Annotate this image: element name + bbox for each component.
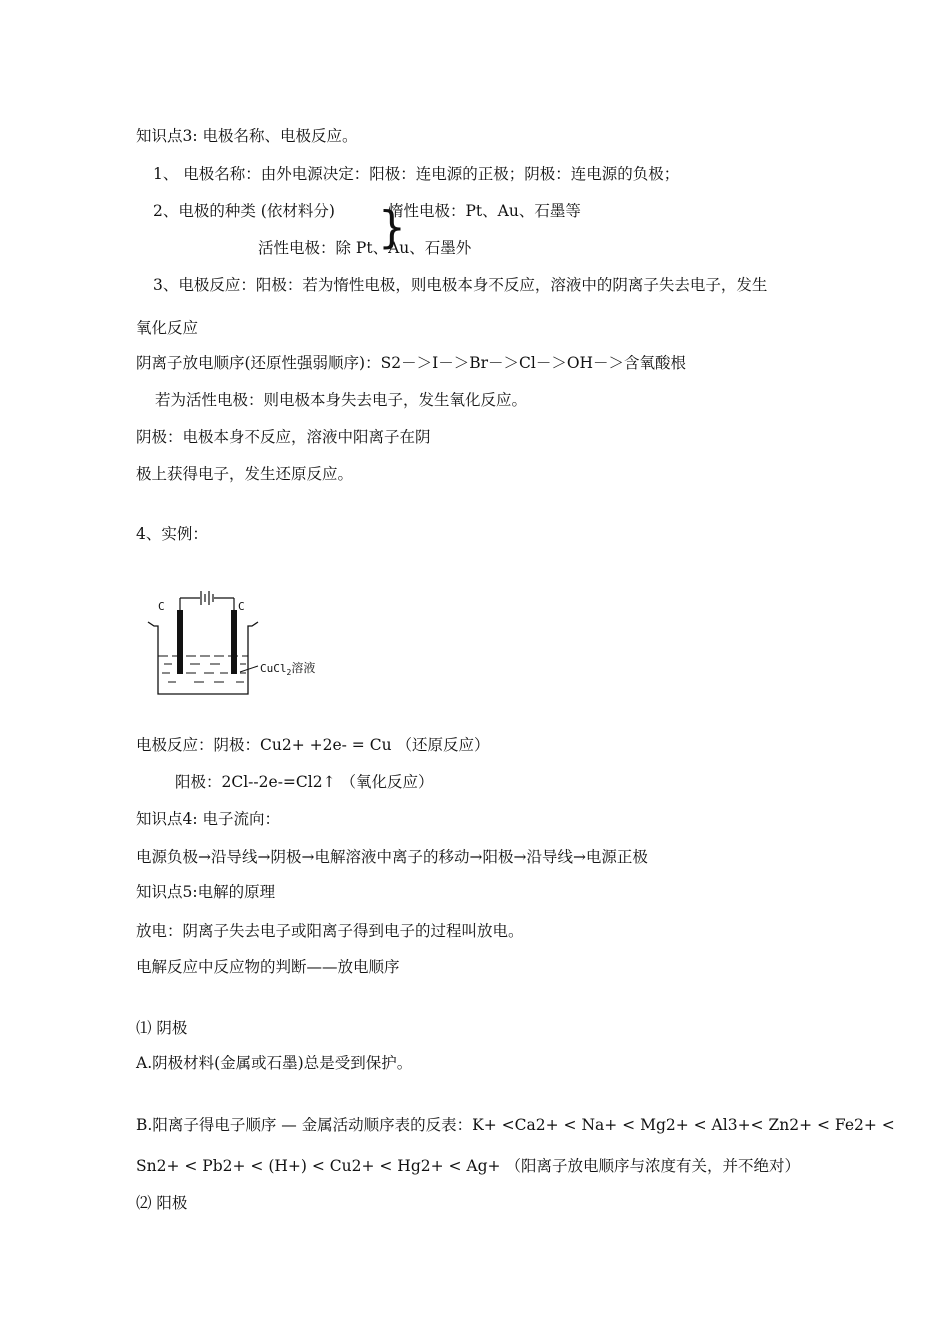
text-active-electrode: 活性电极：除 Pt、Au、石墨外 bbox=[258, 239, 472, 257]
text-active-anode: 若为活性电极：则电极本身失去电子，发生氧化反应。 bbox=[155, 391, 528, 409]
heading-anode: ⑵ 阳极 bbox=[136, 1194, 188, 1212]
text-anion-order: 阴离子放电顺序(还原性强弱顺序)：S2－＞I－＞Br－＞Cl－＞OH－＞含氧酸根 bbox=[136, 354, 687, 372]
text-cation-order-2: Sn2+ < Pb2+ < (H+) < Cu2+ < Hg2+ < Ag+ （阳离子放电顺序与浓度有关，并不绝对） bbox=[136, 1157, 800, 1175]
solution-pointer bbox=[240, 666, 258, 672]
beaker-outline bbox=[148, 622, 258, 694]
text-cathode-2: 极上获得电子，发生还原反应。 bbox=[136, 465, 354, 483]
text-anode-reaction: 阳极：2Cl--2e-=Cl2↑ （氧化反应） bbox=[175, 773, 434, 791]
text-cathode-reaction: 电极反应：阴极：Cu2+ +2e- = Cu （还原反应） bbox=[136, 736, 490, 754]
text-cathode-1: 阴极：电极本身不反应，溶液中阳离子在阴 bbox=[136, 428, 431, 446]
brace-symbol: } bbox=[378, 202, 406, 253]
text-electrode-reaction: 3、电极反应：阳极：若为惰性电极，则电极本身不反应，溶液中的阴离子失去电子，发生 bbox=[153, 276, 768, 294]
text-cathode-protected: A.阴极材料(金属或石墨)总是受到保护。 bbox=[136, 1054, 413, 1072]
label-electrode-left: C bbox=[158, 600, 165, 613]
heading-knowledge-5: 知识点5:电解的原理 bbox=[136, 883, 276, 901]
text-reactant-judgment: 电解反应中反应物的判断——放电顺序 bbox=[136, 958, 400, 976]
text-electrode-name: 1、 电极名称：由外电源决定：阳极：连电源的正极；阴极：连电源的负极； bbox=[153, 165, 680, 183]
electrolysis-diagram bbox=[140, 584, 340, 706]
heading-cathode: ⑴ 阴极 bbox=[136, 1019, 188, 1037]
electrode-right-rod bbox=[231, 610, 237, 674]
heading-knowledge-4: 知识点4: 电子流向： bbox=[136, 810, 281, 828]
heading-knowledge-3: 知识点3: 电极名称、电极反应。 bbox=[136, 127, 358, 145]
text-cation-order-1: B.阳离子得电子顺序 — 金属活动顺序表的反表：K+ <Ca2+ < Na+ < Mg2+ < Al3+< Zn2+ < Fe2+ < bbox=[136, 1116, 895, 1134]
text-oxidation: 氧化反应 bbox=[136, 319, 199, 337]
electrode-left-rod bbox=[177, 610, 183, 674]
text-discharge: 放电：阴离子失去电子或阳离子得到电子的过程叫放电。 bbox=[136, 922, 524, 940]
text-electron-flow: 电源负极→沿导线→阴极→电解溶液中离子的移动→阳极→沿导线→电源正极 bbox=[136, 848, 648, 866]
label-electrode-right: C bbox=[238, 600, 245, 613]
heading-example: 4、实例： bbox=[136, 525, 208, 543]
text-electrode-types: 2、电极的种类 (依材料分) bbox=[153, 202, 335, 220]
text-inert-electrode: 惰性电极：Pt、Au、石墨等 bbox=[388, 202, 581, 220]
label-solution: CuCl$_2$溶液 bbox=[260, 661, 316, 677]
